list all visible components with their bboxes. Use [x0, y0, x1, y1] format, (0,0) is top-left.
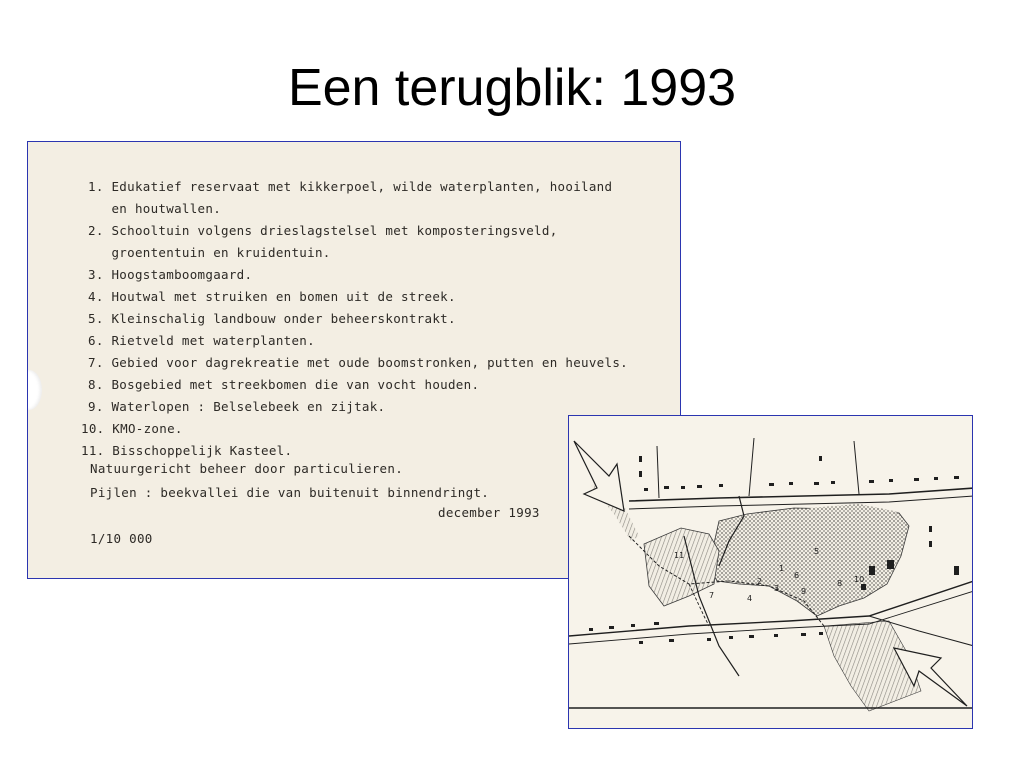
- map-label-8: 8: [837, 579, 843, 588]
- map-label-6: 6: [794, 571, 800, 580]
- map-label-10: 10: [854, 575, 865, 584]
- legend-item-1: 1. Edukatief reservaat met kikkerpoel, wilde waterplanten, hooiland: [88, 179, 613, 194]
- legend-item-1-cont: en houtwallen.: [88, 201, 222, 216]
- map-label-11: 11: [674, 551, 685, 560]
- legend-item-7: 7. Gebied voor dagrekreatie met oude boomstronken, putten en heuvels.: [88, 355, 628, 370]
- map-label-3: 3: [774, 584, 780, 593]
- map-label-9: 9: [801, 587, 807, 596]
- hatched-zone-west: [644, 528, 719, 606]
- legend-item-10: 10. KMO-zone.: [81, 421, 183, 436]
- legend-item-8: 8. Bosgebied met streekbomen die van vocht houden.: [88, 377, 480, 392]
- legend-item-9: 9. Waterlopen : Belselebeek en zijtak.: [88, 399, 386, 414]
- road-north-branch-3: [854, 441, 859, 494]
- site-map: [569, 416, 973, 729]
- map-label-2: 2: [757, 577, 763, 586]
- road-north-branch-2: [749, 438, 754, 496]
- punch-hole: [27, 370, 42, 410]
- map-label-7: 7: [709, 591, 715, 600]
- road-south-2: [569, 591, 973, 644]
- road-north-2: [629, 496, 973, 509]
- legend-item-2: 2. Schooltuin volgens drieslagstelsel met komposteringsveld,: [88, 223, 558, 238]
- road-north-branch-1: [657, 446, 659, 498]
- legend-date: december 1993: [438, 505, 540, 520]
- legend-note-management: Natuurgericht beheer door particulieren.: [90, 461, 404, 476]
- map-label-5: 5: [814, 547, 820, 556]
- legend-item-4: 4. Houtwal met struiken en bomen uit de streek.: [88, 289, 456, 304]
- map-label-4: 4: [747, 594, 753, 603]
- map-label-1: 1: [779, 564, 785, 573]
- legend-item-6: 6. Rietveld met waterplanten.: [88, 333, 315, 348]
- legend-scale: 1/10 000: [90, 531, 153, 546]
- road-north: [629, 488, 973, 501]
- slide-title: Een terugblik: 1993: [287, 59, 737, 117]
- legend-item-2-cont: groententuin en kruidentuin.: [88, 245, 331, 260]
- legend-item-11: 11. Bisschoppelijk Kasteel.: [81, 443, 293, 458]
- legend-note-arrows: Pijlen : beekvallei die van buitenuit binnendringt.: [90, 485, 490, 500]
- map-card: [568, 415, 973, 729]
- road-south: [569, 581, 973, 636]
- legend-item-3: 3. Hoogstamboomgaard.: [88, 267, 253, 282]
- legend-item-5: 5. Kleinschalig landbouw onder beheerskontrakt.: [88, 311, 456, 326]
- arrow-northwest: [574, 441, 624, 511]
